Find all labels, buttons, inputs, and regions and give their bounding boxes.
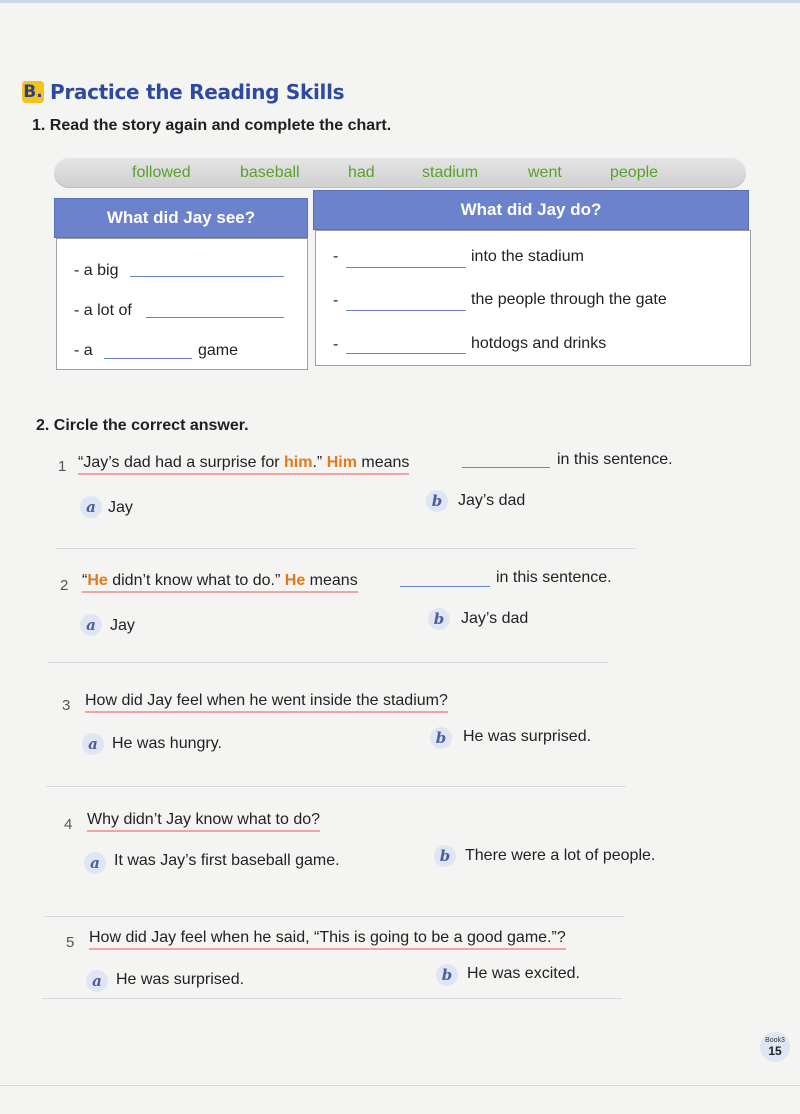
item-1-text-b: .” (312, 454, 327, 471)
chart-see-row-2: - a lot of (74, 302, 132, 319)
item-1-text-a: “Jay’s dad had a surprise for (78, 454, 285, 471)
answer-blank[interactable] (130, 276, 284, 277)
item-2-highlight-1: He (87, 572, 108, 589)
item-2-option-b[interactable]: Jay’s dad (461, 610, 529, 627)
item-3-option-a[interactable]: He was hungry. (112, 735, 222, 752)
option-a-badge[interactable]: a (80, 496, 102, 518)
bottom-rule (0, 1085, 800, 1086)
word-bank (54, 158, 746, 188)
answer-blank[interactable] (400, 586, 490, 587)
item-number: 5 (66, 934, 75, 951)
item-5-option-a[interactable]: He was surprised. (116, 971, 245, 988)
answer-blank[interactable] (346, 310, 466, 311)
chart-see-row-1: - a big (74, 262, 119, 279)
item-3-question: How did Jay feel when he went inside the stadium? (85, 692, 448, 713)
separator (46, 786, 626, 787)
word-bank-item: people (610, 164, 659, 181)
section-header (22, 80, 344, 104)
word-bank-item: baseball (240, 164, 300, 181)
page-number: 15 (768, 1044, 782, 1058)
item-1-highlight-2: Him (326, 454, 357, 471)
item-2-text-c: means (305, 572, 358, 589)
item-number: 1 (58, 458, 67, 475)
chart-do-row-1: into the stadium (471, 248, 584, 265)
word-bank-item: went (528, 164, 562, 181)
answer-blank[interactable] (462, 467, 550, 468)
word-bank-item: stadium (422, 164, 479, 181)
item-1-question (78, 454, 409, 475)
separator (42, 998, 622, 999)
question-2-title: 2. Circle the correct answer. (36, 417, 249, 434)
separator (48, 662, 608, 663)
separator (44, 916, 624, 917)
item-5-option-b[interactable]: He was excited. (467, 965, 580, 982)
chart-header-do: What did Jay do? (313, 190, 749, 230)
chart-see-row-3-suffix: game (198, 342, 239, 359)
answer-blank[interactable] (346, 353, 466, 354)
chart-header-see: What did Jay see? (54, 198, 308, 238)
item-1-question-end: in this sentence. (557, 451, 673, 468)
chart-do-row-3: hotdogs and drinks (471, 335, 607, 352)
section-badge: B. (23, 82, 43, 102)
item-1-text-c: means (356, 454, 410, 471)
option-b-badge[interactable]: b (430, 727, 452, 749)
top-rule (0, 0, 800, 3)
option-a-badge[interactable]: a (86, 970, 108, 992)
item-1-option-b[interactable]: Jay’s dad (458, 492, 526, 509)
separator (56, 548, 636, 549)
option-a-badge[interactable]: a (82, 733, 104, 755)
item-2-question (82, 572, 358, 593)
item-number: 2 (60, 577, 69, 594)
item-2-highlight-2: He (284, 572, 306, 589)
section-title: Practice the Reading Skills (50, 80, 345, 104)
item-4-option-b[interactable]: There were a lot of people. (465, 847, 656, 864)
item-1-highlight-1: him (284, 454, 313, 471)
item-number: 4 (64, 816, 73, 833)
item-4-option-a[interactable]: It was Jay’s first baseball game. (114, 852, 340, 869)
chart-see-row-3: - a (74, 342, 93, 359)
option-b-badge[interactable]: b (428, 608, 450, 630)
item-4-question: Why didn’t Jay know what to do? (87, 811, 320, 832)
item-1-option-a[interactable]: Jay (108, 499, 133, 516)
item-2-option-a[interactable]: Jay (110, 617, 135, 634)
option-b-badge[interactable]: b (434, 845, 456, 867)
chart-do-row-2: the people through the gate (471, 291, 667, 308)
option-b-badge[interactable]: b (426, 490, 448, 512)
option-b-badge[interactable]: b (436, 964, 458, 986)
option-a-badge[interactable]: a (84, 852, 106, 874)
page-number-badge (760, 1032, 790, 1062)
chart-do-row-2-dash: - (333, 292, 339, 309)
word-bank-item: had (348, 164, 375, 181)
answer-blank[interactable] (346, 267, 466, 268)
word-bank-item: followed (132, 164, 191, 181)
item-2-question-end: in this sentence. (496, 569, 612, 586)
item-5-question: How did Jay feel when he said, “This is going to be a good game.”? (89, 929, 566, 950)
answer-blank[interactable] (146, 317, 284, 318)
question-1-title: 1. Read the story again and complete the chart. (32, 117, 392, 134)
book-label: Book3 (765, 1037, 785, 1044)
option-a-badge[interactable]: a (80, 614, 102, 636)
item-2-text-a: “ (82, 572, 88, 589)
chart-do-row-1-dash: - (333, 248, 339, 265)
chart-do-row-3-dash: - (333, 336, 339, 353)
answer-blank[interactable] (104, 358, 192, 359)
item-3-option-b[interactable]: He was surprised. (463, 728, 592, 745)
item-number: 3 (62, 697, 71, 714)
item-2-text-b: didn’t know what to do.” (107, 572, 285, 589)
